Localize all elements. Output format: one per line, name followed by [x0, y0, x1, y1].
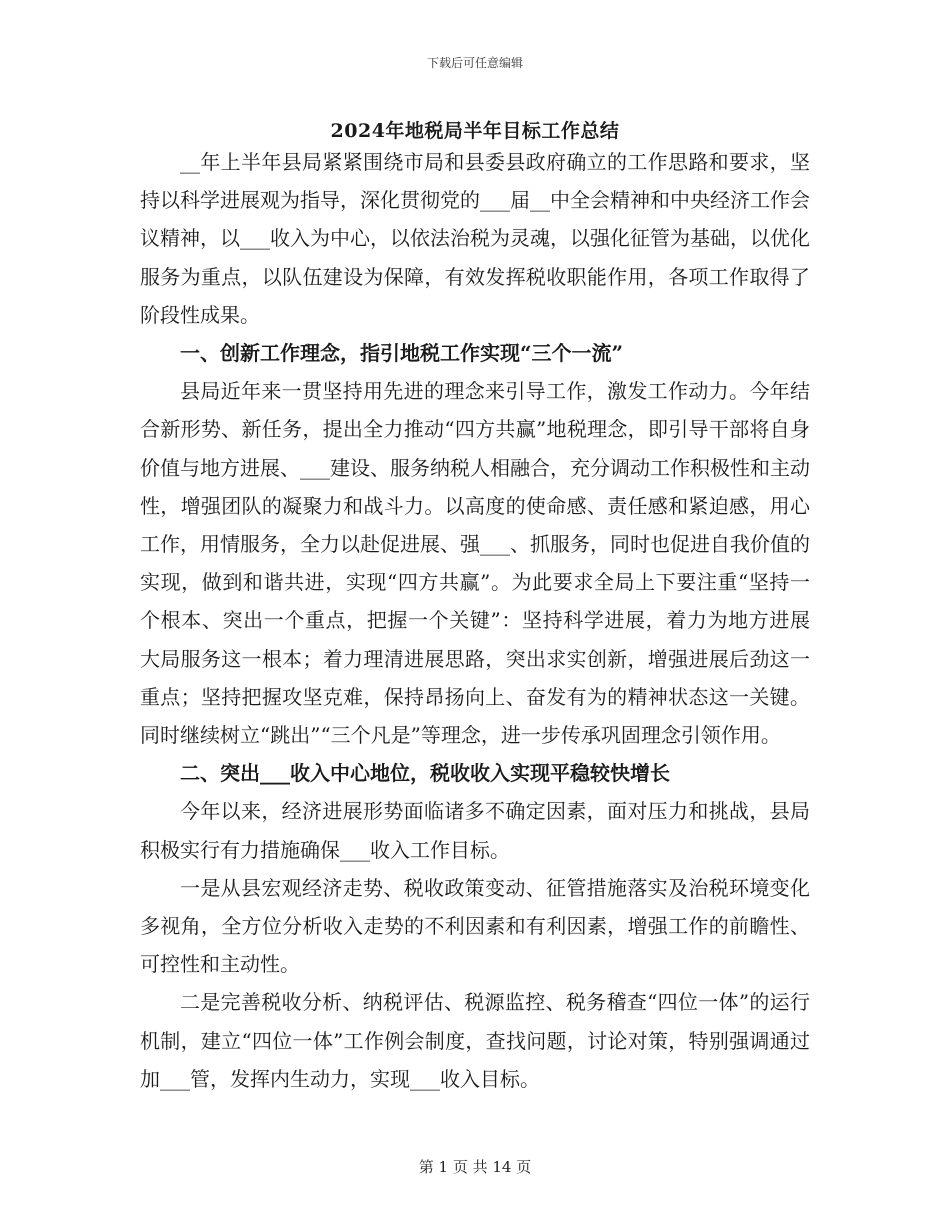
- section-2-paragraph: 今年以来，经济进展形势面临诸多不确定因素，面对压力和挑战，县局积极实行有力措施确保___收入工作目标。: [140, 799, 810, 862]
- header-note: 下载后可任意编辑: [426, 56, 523, 70]
- section-heading-1: 一、创新工作理念，指引地税工作实现“三个一流”: [180, 341, 624, 366]
- page-footer: 第 1 页 共 14 页: [418, 1158, 532, 1176]
- section-1-paragraph: 县局近年来一贯坚持用先进的理念来引导工作，激发工作动力。今年结合新形势、新任务，提出全力推动“四方共赢”地税理念，即引导干部将自身价值与地方进展、___建设、服务纳税人相融合，充分调动工作积极性和主动性，增强团队的凝聚力和战斗力。以高度的使命感、责任感和紧迫感，用心工作，用情服务，全力以赴促进展、强___、抓服务，同时也促进自我价值的实现，做到和谐共进，实现“四方共赢”。为此要求全局上下要注重“坚持一个根本、突出一个重点，把握一个关键”：坚持科学进展，着力为地方进展大局服务这一根本；着力理清进展思路，突出求实创新，增强进展后劲这一重点；坚持把握攻坚克难，保持昂扬向上、奋发有为的精神状态这一关键。同时继续树立“跳出”“三个凡是”等理念，进一步传承巩固理念引领作用。: [140, 379, 810, 748]
- section-2-point-2: 二是完善税收分析、纳税评估、税源监控、税务稽查“四位一体”的运行机制，建立“四位一体”工作例会制度，查找问题，讨论对策，特别强调通过加___管，发挥内生动力，实现___收入目标。: [140, 990, 810, 1091]
- intro-paragraph: __年上半年县局紧紧围绕市局和县委县政府确立的工作思路和要求，坚持以科学进展观为指导，深化贯彻党的___届__中全会精神和中央经济工作会议精神，以___收入为中心，以依法治税为灵魂，以强化征管为基础，以优化服务为重点，以队伍建设为保障，有效发挥税收职能作用，各项工作取得了阶段性成果。: [140, 150, 810, 327]
- section-heading-2: 二、突出___收入中心地位，税收收入实现平稳较快增长: [180, 761, 670, 786]
- document-body: [140, 143, 810, 1098]
- document-title: 2024年地税局半年目标工作总结: [330, 120, 620, 142]
- section-2-point-1: 一是从县宏观经济走势、税收政策变动、征管措施落实及治税环境变化多视角，全方位分析收入走势的不利因素和有利因素，增强工作的前瞻性、可控性和主动性。: [140, 875, 810, 977]
